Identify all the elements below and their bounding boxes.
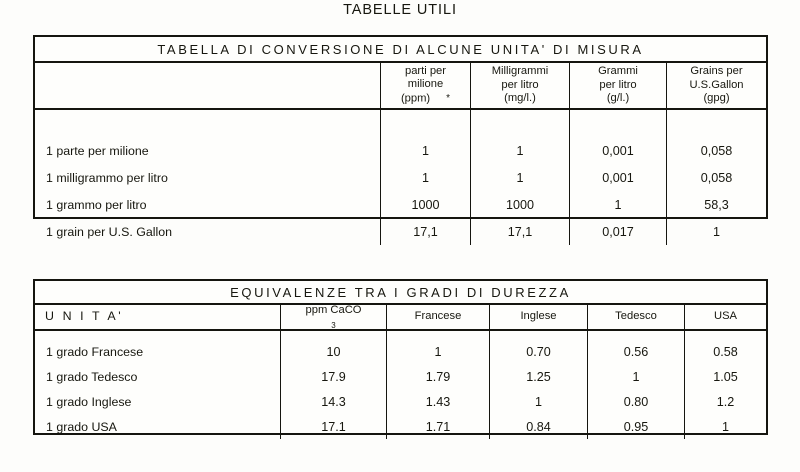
conversion-header-mgl [471,63,570,108]
conversion-header-mgl-line3: (mg/l.) [504,92,536,105]
hardness-table-body [35,331,766,439]
conversion-header-gpg [667,63,766,108]
conversion-cell-mgl: 1 [471,164,570,191]
hardness-cell-francese: 1.71 [387,414,490,439]
hardness-cell-tedesco: 0.56 [588,339,685,364]
conversion-spacer-top [35,110,766,137]
conversion-cell-gpg: 0,058 [700,143,733,158]
spacer-cell [471,110,570,137]
conversion-cell-gl: 0,001 [570,137,667,164]
conversion-cell-ppm: 1 [381,164,471,191]
conversion-cell-gl: 0,001 [570,164,667,191]
table-row [35,218,766,245]
hardness-row-label: 1 grado Francese [35,339,281,364]
hardness-cell-inglese: 1 [490,389,588,414]
conversion-cell-ppm: 1 [381,137,471,164]
spacer-cell [281,331,387,339]
hardness-cell-inglese: 0.70 [490,339,588,364]
hardness-cell-francese: 1.79 [387,364,490,389]
hardness-cell-ppm: 17.9 [281,364,387,389]
hardness-cell-usa: 1.2 [716,394,735,409]
hardness-cell-usa: 0.58 [713,344,738,359]
conversion-header-ppm-line2: milione [407,78,444,91]
hardness-cell-ppm: 17.1 [281,414,387,439]
conversion-table-header-row [35,63,766,110]
hardness-row-label: 1 grado USA [35,414,281,439]
table-row [35,164,766,191]
conversion-cell-mgl: 17,1 [471,218,570,245]
spacer-cell [570,110,667,137]
conversion-row-label: 1 milligrammo per litro [35,164,381,191]
hardness-spacer-top [35,331,766,339]
table-row [35,339,766,364]
hardness-table [33,279,768,435]
conversion-header-gl [570,63,667,108]
hardness-cell-ppm: 10 [281,339,387,364]
hardness-cell-tedesco: 0.95 [588,414,685,439]
spacer-cell [387,331,490,339]
conversion-header-unit [35,63,381,108]
hardness-cell-usa: 1.05 [713,369,738,384]
hardness-table-header-row [35,305,766,331]
conversion-cell-ppm: 17,1 [381,218,471,245]
table-row [35,191,766,218]
conversion-header-mgl-line1: Milligrammi [491,65,549,78]
conversion-cell-gpg: 1 [712,224,720,239]
hardness-cell-tedesco: 0.80 [588,389,685,414]
spacer-cell [588,331,685,339]
hardness-header-ppm-caco3 [281,305,387,329]
hardness-cell-francese: 1 [387,339,490,364]
conversion-header-gpg-line2: U.S.Gallon [689,78,744,91]
conversion-table-body [35,110,766,245]
conversion-header-ppm-line1: parti per [404,65,447,78]
spacer-cell [490,331,588,339]
page-title: TABELLE UTILI [343,2,457,18]
conversion-cell-gpg: 0,058 [700,170,733,185]
hardness-cell-inglese: 1.25 [490,364,588,389]
hardness-cell-ppm: 14.3 [281,389,387,414]
conversion-row-label: 1 parte per milione [35,137,381,164]
conversion-header-gl-line1: Grammi [598,65,638,78]
hardness-row-label: 1 grado Tedesco [35,364,281,389]
conversion-header-gl-line2: per litro [599,78,637,91]
conversion-row-label: 1 grammo per litro [35,191,381,218]
hardness-cell-inglese: 0.84 [490,414,588,439]
conversion-header-mgl-line2: per litro [501,78,539,91]
spacer-cell [35,110,381,137]
conversion-cell-gpg: 58,3 [704,197,729,212]
table-row [35,137,766,164]
hardness-header-francese: Francese [387,305,490,329]
conversion-header-gpg-line3: (gpg) [703,92,730,105]
hardness-header-ppm-subscript: 3 [331,321,336,329]
spacer-cell [381,110,471,137]
hardness-header-inglese: Inglese [490,305,588,329]
spacer-cell [685,331,766,339]
hardness-cell-francese: 1.43 [387,389,490,414]
conversion-cell-mgl: 1000 [471,191,570,218]
conversion-header-ppm [381,63,471,108]
table-row [35,414,766,439]
spacer-cell [35,331,281,339]
hardness-row-label: 1 grado Inglese [35,389,281,414]
conversion-header-ppm-unit: (ppm) [400,92,431,105]
conversion-header-gpg-line1: Grains per [690,65,743,78]
conversion-cell-gl: 0,017 [570,218,667,245]
conversion-cell-ppm: 1000 [381,191,471,218]
hardness-header-unit: U N I T A' [35,305,281,329]
conversion-header-gl-line3: (g/l.) [606,92,630,105]
hardness-header-tedesco: Tedesco [588,305,685,329]
hardness-cell-usa: 1 [721,419,729,434]
hardness-header-usa: USA [713,310,737,323]
footnote-marker-asterisk: * [446,92,451,104]
conversion-row-label: 1 grain per U.S. Gallon [35,218,381,245]
conversion-header-ppm-line3 [401,92,450,106]
hardness-cell-tedesco: 1 [588,364,685,389]
conversion-cell-gl: 1 [570,191,667,218]
conversion-table-caption: TABELLA DI CONVERSIONE DI ALCUNE UNITA' DI MISURA [35,37,766,63]
conversion-table [33,35,768,239]
conversion-cell-mgl: 1 [471,137,570,164]
hardness-table-caption: EQUIVALENZE TRA I GRADI DI DUREZZA [35,281,766,305]
spacer-cell [667,110,766,137]
table-row [35,364,766,389]
table-row [35,389,766,414]
hardness-header-ppm-text: ppm CaCO [305,305,362,316]
